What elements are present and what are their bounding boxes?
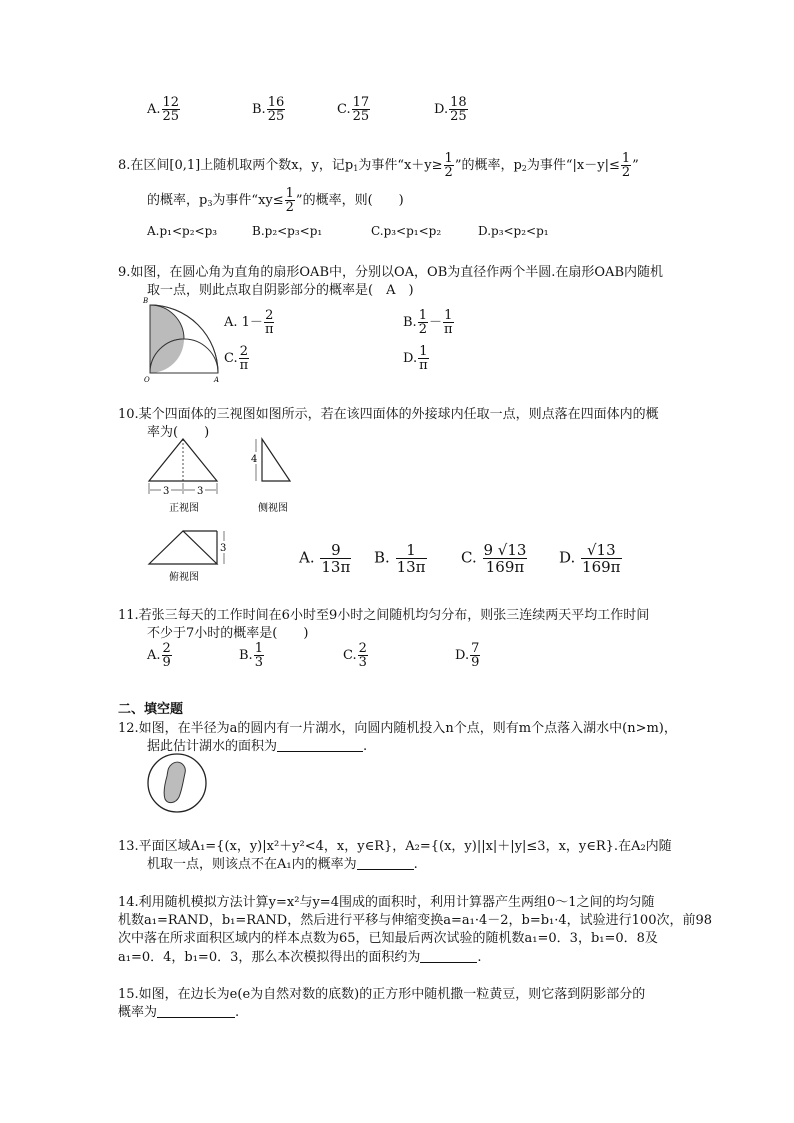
q7-option-b: B. $\frac{16}{25}$ [252, 95, 285, 124]
q14-line4: a₁=0．4，b₁=0．3，那么本次模拟得出的面积约为 . [118, 950, 482, 965]
q10-top-view [146, 528, 246, 584]
q13-line2: 机取一点，则该点不在A₁内的概率为 . [147, 857, 418, 872]
q9-option-c: C. $\frac{2}{\pi}$ [224, 344, 249, 373]
q10-side-view [245, 436, 305, 516]
q12-answer-blank[interactable] [277, 739, 363, 752]
q9-sector-figure [140, 295, 230, 385]
dim-3a: 3 [163, 486, 170, 497]
section-2-title: 二、填空题 [118, 702, 184, 717]
q9-line2: 取一点，则此点取自阴影部分的概率是( A ) [147, 283, 414, 298]
q8-line2: 的概率，$p_3$为事件“xy≤ $\frac{1}{2}$ ”的概率，则( ) [147, 186, 404, 215]
label-b: B [143, 297, 149, 305]
q10-option-b: B. $\frac{1}{13\pi}$ [374, 541, 426, 576]
q10-line2: 率为( ) [147, 425, 210, 440]
q11-option-b: B. $\frac{1}{3}$ [239, 641, 263, 670]
dim-3b: 3 [197, 486, 204, 497]
q10-option-c: C. $\frac{9 √13}{169\pi}$ [461, 541, 527, 576]
q9-option-b: B. $\frac{1}{2}$ － $\frac{1}{\pi}$ [403, 308, 453, 337]
q9-option-d: D. $\frac{1}{\pi}$ [403, 344, 428, 373]
q10-option-d: D. $\frac{√13}{169\pi}$ [559, 541, 621, 576]
q10-line1: 10.某个四面体的三视图如图所示，若在该四面体的外接球内任取一点，则点落在四面体内的概 [118, 407, 659, 422]
front-view-label: 正视图 [169, 503, 199, 514]
dim-4: 4 [251, 454, 258, 465]
q15-line2: 概率为 . [118, 1005, 240, 1020]
q11-option-d: D. $\frac{7}{9}$ [455, 641, 480, 670]
side-view-label: 侧视图 [258, 503, 288, 514]
q8-option-a: A.p₁<p₂<p₃ [147, 224, 218, 238]
q14-line3: 次中落在所求面积区域内的样本点数为65，已知最后两次试验的随机数a₁=0．3，b₁=0．8及 [118, 931, 658, 946]
top-view-label: 俯视图 [169, 572, 199, 583]
q10-front-view [146, 436, 226, 516]
q12-line1: 12.如图，在半径为a的圆内有一片湖水，向圆内随机投入n个点，则有m个点落入湖水中(n>m)， [118, 721, 677, 736]
q8-option-c: C.p₃<p₁<p₂ [371, 224, 442, 238]
q15-answer-blank[interactable] [157, 1005, 235, 1018]
q8-line1: 8.在区间[0,1]上随机取两个数x，y，记$p_1$为事件“x＋y≥ $\frac{1}{2}$ ”的概率，$p_2$为事件“|x－y|≤ $\frac{1}{2}$ ” [118, 151, 639, 180]
q7-option-d: D. $\frac{18}{25}$ [434, 95, 467, 124]
dim-3c: 3 [220, 543, 227, 554]
q10-option-a: A. $\frac{9}{13\pi}$ [299, 541, 351, 576]
q9-option-a: A. 1－ $\frac{2}{\pi}$ [224, 308, 274, 337]
q13-answer-blank[interactable] [357, 857, 414, 870]
q8-option-d: D.p₃<p₂<p₁ [478, 224, 549, 238]
q13-line1: 13.平面区域A₁={(x，y)|x²＋y²<4，x，y∈R}，A₂={(x，y)||x|＋|y|≤3，x，y∈R}.在A₂内随 [118, 839, 672, 854]
q7-option-a: A. $\frac{12}{25}$ [147, 95, 180, 124]
q14-line1: 14.利用随机模拟方法计算y=x²与y=4围成的面积时，利用计算器产生两组0～1之间的均匀随 [118, 895, 655, 910]
q14-answer-blank[interactable] [420, 950, 477, 963]
q11-option-c: C. $\frac{2}{3}$ [343, 641, 367, 670]
q12-line2: 据此估计湖水的面积为 . [147, 739, 368, 754]
q11-line1: 11.若张三每天的工作时间在6小时至9小时之间随机均匀分布，则张三连续两天平均工作时间 [118, 608, 650, 623]
label-a: A [214, 376, 220, 384]
q12-lake-figure [146, 752, 208, 814]
q15-line1: 15.如图，在边长为e(e为自然对数的底数)的正方形中随机撒一粒黄豆，则它落到阴影部分的 [118, 987, 646, 1002]
q9-line1: 9.如图，在圆心角为直角的扇形OAB中，分别以OA，OB为直径作两个半圆.在扇形OAB内随机 [118, 265, 663, 280]
q7-option-c: C. $\frac{17}{25}$ [337, 95, 370, 124]
q11-option-a: A. $\frac{2}{9}$ [147, 641, 171, 670]
label-o: O [144, 376, 150, 384]
q14-line2: 机数a₁=RAND，b₁=RAND，然后进行平移与伸缩变换a=a₁·4－2，b=b₁·4，试验进行100次，前98 [118, 913, 713, 928]
q11-line2: 不少于7小时的概率是( ) [147, 626, 309, 641]
q8-option-b: B.p₂<p₃<p₁ [252, 224, 323, 238]
